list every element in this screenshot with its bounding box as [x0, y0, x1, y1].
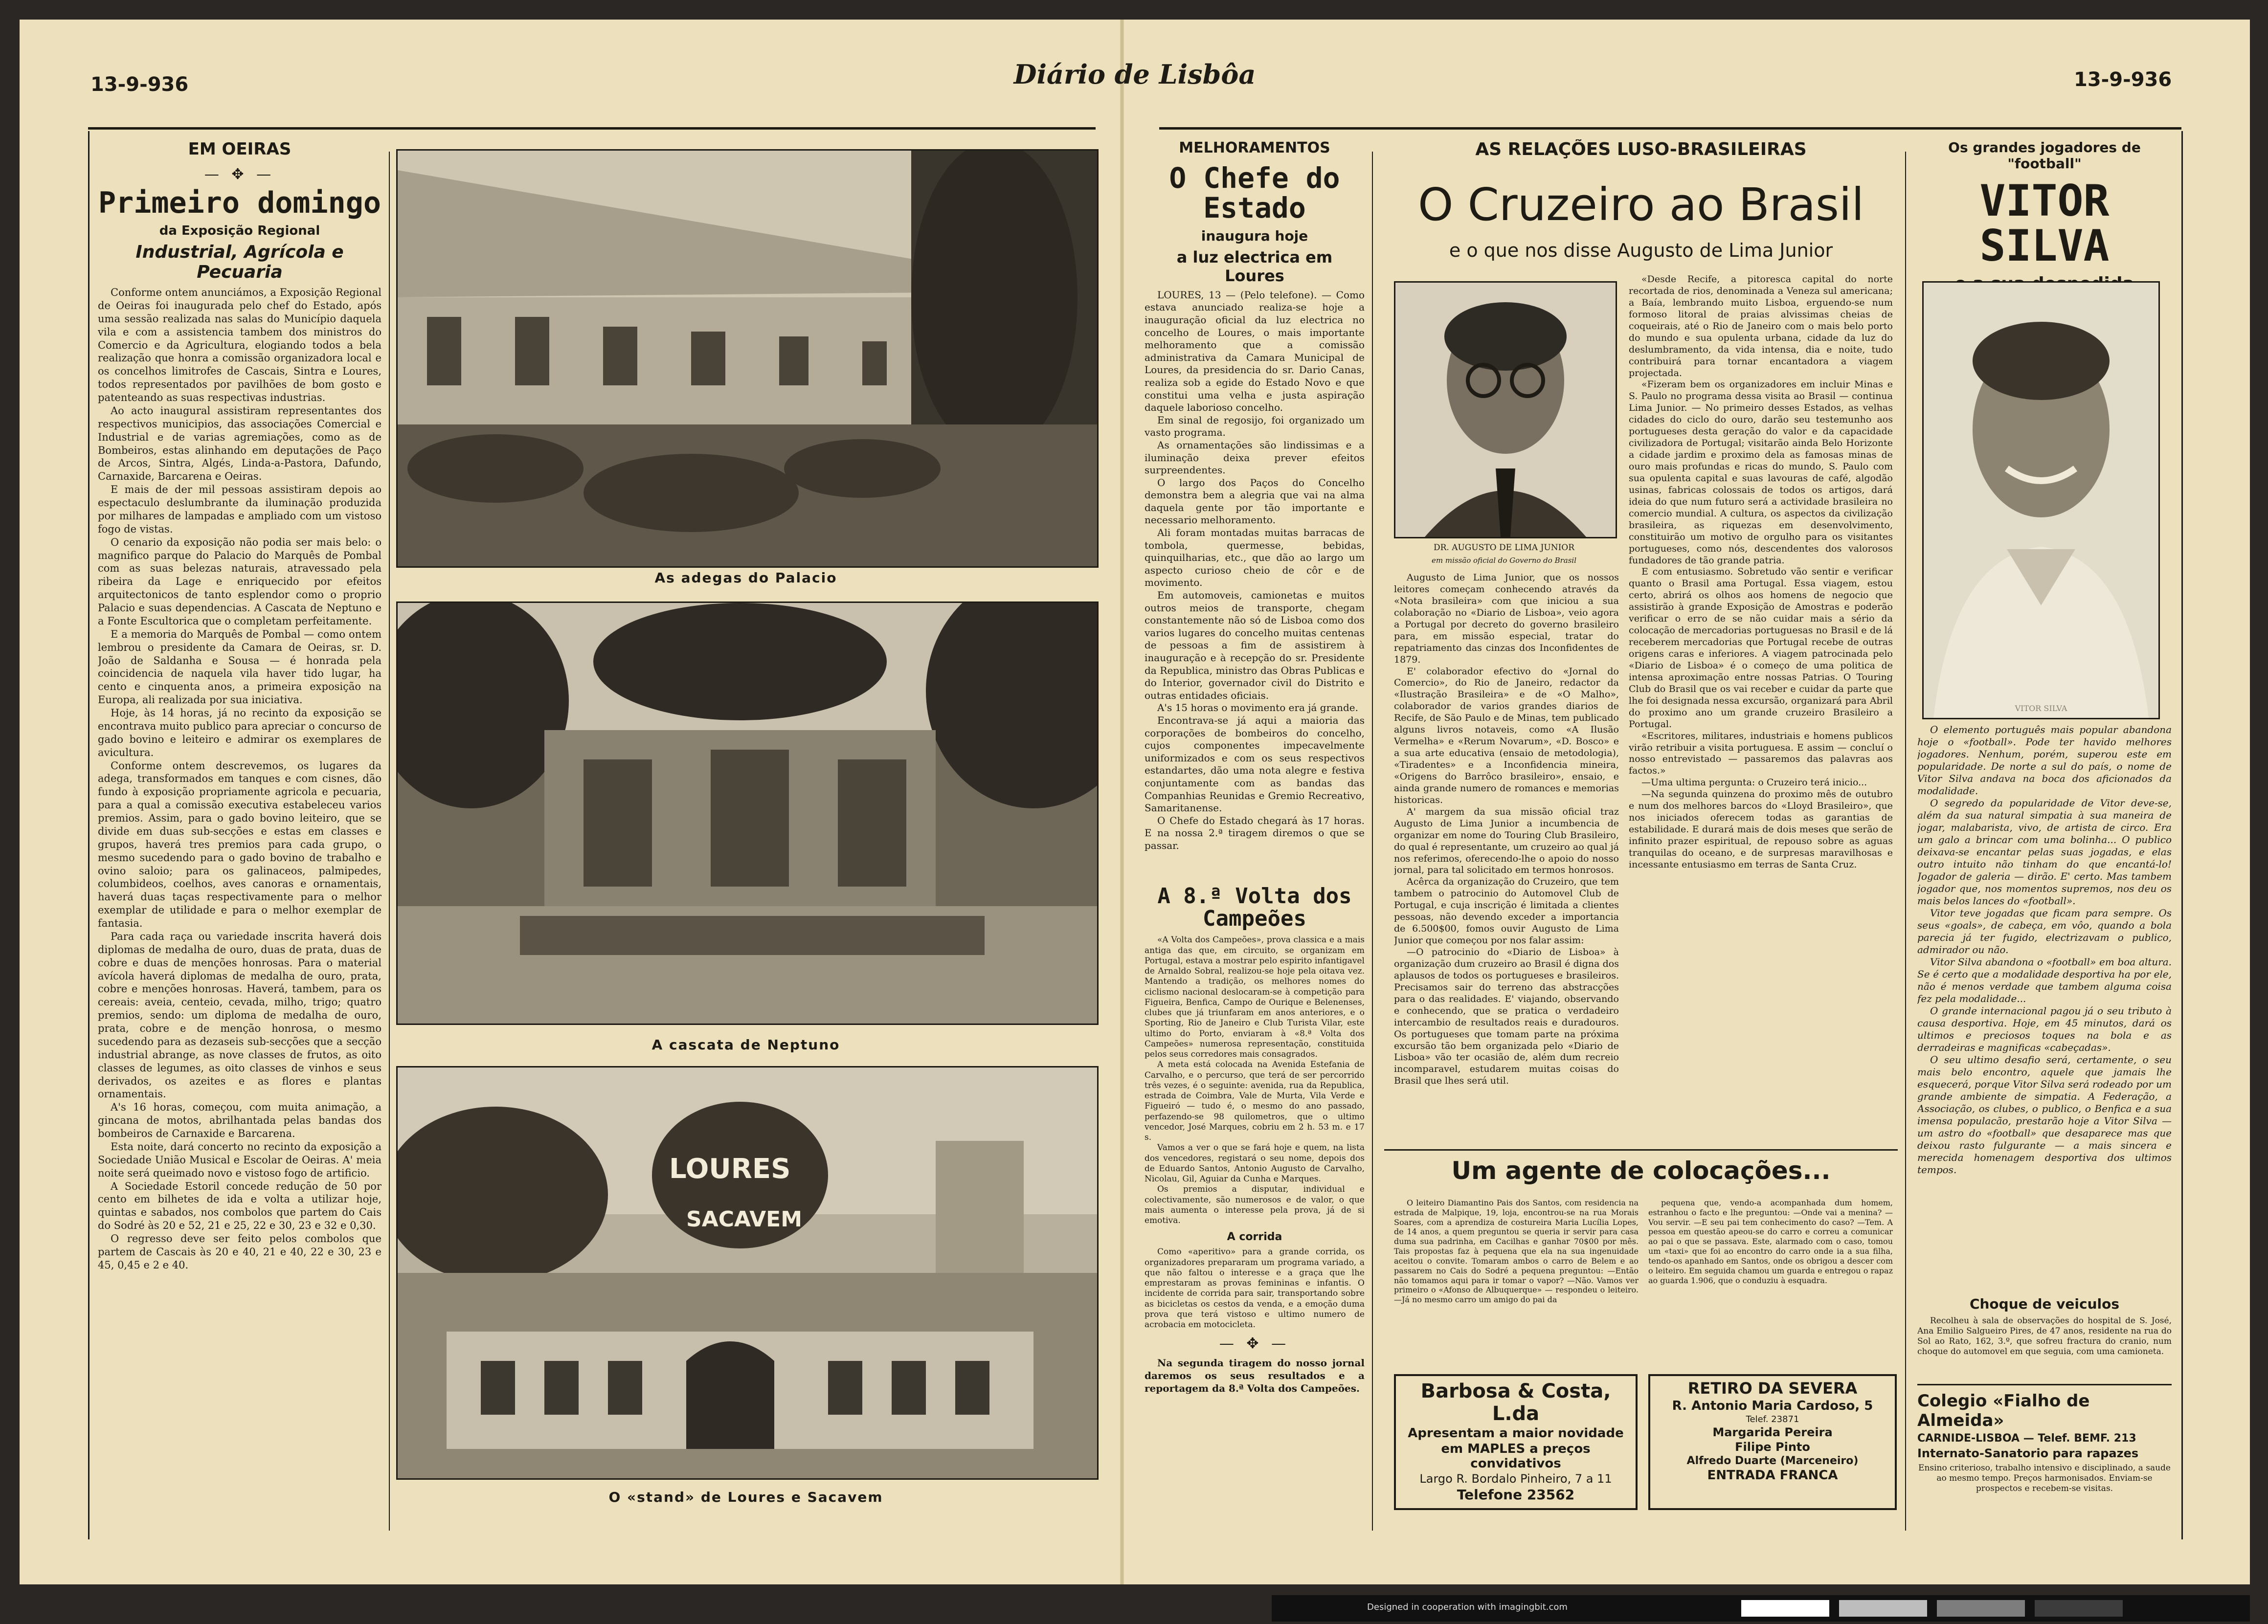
- paragraph: O Chefe do Estado chegará às 17 horas. E na nossa 2.ª tiragem diremos o que se passar.: [1145, 814, 1365, 851]
- retiro-p3: Alfredo Duarte (Marceneiro): [1686, 1455, 1859, 1467]
- paragraph: O leiteiro Diamantino Pais dos Santos, com residencia na estrada de Malpique, 19, loja, encontrou-se na rua Morais Soares, com a aprendiza de costureira Maria Lucília Lopes, de 14 anos, a quem preguntou se queria ir servir para casa duma sua padrinha, em Cacilhas e ganhar 70$00 por mês. Tais propostas faz à pequena que ela na sua ingenuidade aceitou o convite. Tomaram ambos o carro de Belem e ao passarem no Cais do Sodré a pequena preguntou: —Então não tomamos aqui para ir tomar o vapor? —Não. Vamos ver primeiro o «Afonso de Albuquerque» — respondeu o leiteiro. —Já no mesmo carro um amigo do pai da: [1394, 1198, 1639, 1305]
- volta-body: [1145, 935, 1365, 1226]
- paragraph: Conforme ontem descrevemos, os lugares da adega, transformados em tanques e com cisnes, dão fundo à exposição propriamente agricola e pecuaria, para a qual a comissão executiva estabeleceu varios premios. Assim, para o gado bovino leiteiro, que se divide em duas sub-secções e estas em classes e grupos, haverá tres premios para cada grupo, o mesmo sucedendo para o gado bovino de trabalho e ovino saloio; para os galinaceos, palmipedes, columbideos, coelhos, aves canoras e ornamentais, haverá duas taças respectivamente para o melhor exemplar de utilidade e para o melhor exemplar de fantasia.: [98, 759, 382, 929]
- paragraph: «Desde Recife, a pitoresca capital do norte recortada de rios, denominada a Veneza sul americana; a Baía, lembrando muito Lisboa, erguendo-se num formoso litoral de praias alvissimas cheias de coqueirais, até o Rio de Janeiro com o mais belo porto do mundo e sua opulenta urbana, cidade da luz do deslumbramento, da vida intensa, dia e noite, tudo contribuirá para tornar encantadora a viagem projectada.: [1629, 274, 1893, 378]
- right-border: [2181, 131, 2183, 1539]
- paragraph: O elemento português mais popular abandona hoje o «football». Pode ter havido melhores jogadores. Nenhum, porém, superou este em popularidade. De norte a sul do país, o nome de Vitor Silva andava na boca dos aficionados da modalidade.: [1917, 724, 2172, 797]
- paragraph: «A Volta dos Campeões», prova classica e a mais antiga das que, em circuito, se organizam em Portugal, estava a mostrar pelo espirito infantigavel de Arnaldo Sobral, realizou-se hoje pela oitava vez. Mantendo a tradição, os melhores nomes do ciclismo nacional deslocaram-se à competição para Figueira, Benfica, Campo de Ourique e Belenenses, clubes que já triunfaram em anos anteriores, e o Sporting, Rio de Janeiro e Club Turista Vilar, este ultimo do Porto, enviaram à «8.ª Volta dos Campeões» numerosa representação, constituida pelos seus corredores mais consagrados.: [1145, 935, 1365, 1060]
- col-rule-3: [1905, 152, 1906, 1531]
- cruzeiro-col2: [1629, 274, 1893, 1144]
- vitor-kicker: Os grandes jogadores de "football": [1948, 139, 2141, 172]
- ad-colegio: [1917, 1391, 2172, 1528]
- date-right: 13-9-936: [2074, 68, 2172, 91]
- paragraph: O regresso deve ser feito pelos combolos que partem de Cascais às 20 e 40, 21 e 40, 22 e 30, 23 e 45, 0,45 e 2 e 40.: [98, 1233, 382, 1271]
- barbosa-tel: Telefone 23562: [1457, 1487, 1575, 1503]
- lima-junior-portrait: [1395, 283, 1616, 537]
- cruzeiro-kicker: AS RELAÇÕES LUSO-BRASILEIRAS: [1475, 139, 1807, 159]
- choque-body: [1917, 1316, 2172, 1357]
- cruzeiro-headline: O Cruzeiro ao Brasil: [1417, 178, 1864, 231]
- palace-picture: [398, 151, 1097, 566]
- corrida-title: A corrida: [1227, 1231, 1282, 1244]
- stand-sign-2: SACAVEM: [686, 1207, 802, 1232]
- paragraph: Hoje, às 14 horas, já no recinto da exposição se encontrava muito publico para apreciar o concurso de gado bovino e leiteiro e admirar os exemplares de avicultura.: [98, 707, 382, 758]
- retiro-entry: ENTRADA FRANCA: [1707, 1468, 1838, 1483]
- paragraph: O seu ultimo desafio será, certamente, o seu mais belo encontro, aquele que jamais lhe esquecerá, porque Vitor Silva será rodeado por um grande ambiente de simpatia. A Federação, a Associação, os clubes, o publico, o Benfica e a sua imensa populacão, prestarão hoje a Vitor Silva — um astro do «football» que desaparece mas que deixou rasto fulgurante — a mais sincera e merecida homenagem desportiva dos ultimos tempos.: [1917, 1054, 2172, 1176]
- stand-picture: [398, 1068, 1097, 1478]
- ad-barbosa: [1394, 1374, 1638, 1510]
- paragraph: A Sociedade Estoril concede redução de 50 por cento em bilhetes de ida e volta a utilizar hoje, quintas e sabados, nos combolos que partem do Cais do Sodré às 20 e 52, 21 e 25, 22 e 30, 23 e 32 e 0,30.: [98, 1180, 382, 1232]
- retiro-tel: Telef. 23871: [1746, 1414, 1799, 1424]
- paragraph: Ao acto inaugural assistiram representantes dos respectivos municipios, das associações Comercial e Industrial e de varias agremiações, como as de Bombeiros, estas alinhando em deputações de Paço de Arcos, Sintra, Algés, Linda-a-Pastora, Dafundo, Carnaxide, Barcarena e Oeiras.: [98, 404, 382, 483]
- vitor-portrait: [1924, 283, 2158, 718]
- paragraph: Acêrca da organização do Cruzeiro, que tem tambem o patrocinio do Automovel Club de Portugal, e cuja inscrição é limitada a clientes pessoas, não devendo exceder a importancia de 6.500$00, fomos ouvir Augusto de Lima Junior que começou por nos falar assim:: [1394, 876, 1619, 946]
- paragraph: Em sinal de regosijo, foi organizado um vasto programa.: [1145, 414, 1365, 439]
- paragraph: Encontrava-se já aqui a maioria das corporações de bombeiros do concelho, cujos componentes impecavelmente uniformizados e com os seus respectivos estandartes, dão uma nota alegre e festiva conjuntamente com as bandas das Companhias Reunidas e Gremio Recreativo, Samaritanense.: [1145, 714, 1365, 814]
- paragraph: Como «aperitivo» para a grande corrida, os organizadores prepararam um programa variado, a que não faltou o interesse e a graça que lhe emprestaram as provas femininas e infantis. O incidente de corrida para sair, transportando sobre as bicicletas os cestos da venda, e a emoção duma prova que terá vistoso e ultimo numero de acrobacia em motocicleta.: [1145, 1247, 1365, 1330]
- colegio-line2: Internato-Sanatorio para rapazes: [1917, 1446, 2139, 1460]
- corrida-body: [1145, 1247, 1365, 1330]
- lima-caption-sub: em missão oficial do Governo do Brasil: [1432, 556, 1576, 565]
- paragraph: Vamos a ver o que se fará hoje e quem, na lista dos vencedores, registará o seu nome, depois dos de Eduardo Santos, Antonio Augusto de Carvalho, Nicolau, Gil, Aguiar da Cunha e Marques.: [1145, 1143, 1365, 1184]
- oeiras-sub2: Industrial, Agrícola e Pecuaria: [135, 242, 344, 282]
- colegio-line1: CARNIDE-LISBOA — Telef. BEMF. 213: [1917, 1432, 2136, 1445]
- ornament: — ✥ —: [204, 166, 275, 183]
- lima-caption: DR. AUGUSTO DE LIMA JUNIOR: [1433, 543, 1575, 553]
- agente-rule: [1384, 1149, 1898, 1151]
- paragraph: A' margem da sua missão oficial traz Augusto de Lima Junior a incumbencia de organizar em nome do Touring Club Brasileiro, do qual é representante, um cruzeiro ao qual já nos referimos, oferecendo-lhe o apoio do nosso jornal, para tal solicitado em termos honrosos.: [1394, 806, 1619, 876]
- paragraph: O segredo da popularidade de Vitor deve-se, além da sua natural simpatia à sua maneira de jogar, malabarista, vivo, de artista de circo. Era um galo a brincar com uma bolinha... O publico deixava-se encantar pelas suas jogadas, e elas outro intuito não tinham do que encantá-lo! Jogador de galeria — dirão. E' certo. Mas tambem jogador que, nos momentos supremos, nos deu os mais belos lances do «football».: [1917, 797, 2172, 907]
- paragraph: As ornamentações são lindissimas e a iluminação deixa prever efeitos surpreendentes.: [1145, 439, 1365, 476]
- oeiras-article: [98, 139, 382, 1523]
- paragraph: Na segunda tiragem do nosso jornal daremos os seus resultados e a reportagem da 8.ª Volta dos Campeões.: [1145, 1357, 1365, 1394]
- ad-retiro: [1648, 1374, 1897, 1510]
- cruzeiro-sub: e o que nos disse Augusto de Lima Junior: [1449, 240, 1833, 261]
- color-patch: [1839, 1600, 1927, 1617]
- ornament: — ✥ —: [1219, 1335, 1290, 1353]
- cascade-picture: [398, 603, 1097, 1023]
- paragraph: A meta está colocada na Avenida Estefania de Carvalho, e o percurso, que terá de ser percorrido três vezes, é o seguinte: avenida, rua da Republica, estrada de Coimbra, Vale de Murta, Vila Verde e Figueiró — tudo é, o mesmo do ano passado, perfazendo-se 98 quilometros, que o ultimo vencedor, José Marques, cobriu em 2 h. 53 m. e 17 s.: [1145, 1060, 1365, 1143]
- stand-sign-1: LOURES: [669, 1153, 791, 1185]
- paragraph: Para cada raça ou variedade inscrita haverá dois diplomas de medalha de ouro, duas de prata, duas de cobre e duas de menções honrosas. Para o material avícola haverá diplomas de medalha de ouro, prata, cobre e menções honrosas. Haverá, tambem, para os cereais: aveia, centeio, cevada, milho, trigo; quatro premios, sendo: um diploma de medalha de ouro, prata, cobre e de menção honrosa, o mesmo sucedendo para as dezaseis sub-secções que a secção industrial abrange, as nove classes de frutos, as oito classes de legumes, as oito classes de vinhos e seus derivados, os azeites e as flores e plantas ornamentais.: [98, 930, 382, 1100]
- choque-article: [1917, 1296, 2172, 1379]
- paragraph: Ali foram montadas muitas barracas de tombola, quermesse, bebidas, quinquilharias, etc., que dão ao largo um aspecto curioso cheio de côr e de movimento.: [1145, 527, 1365, 589]
- paragraph: Esta noite, dará concerto no recinto da exposição a Sociedade União Musical e Escolar de Oeiras. A' meia noite será queimado novo e vistoso fogo de artificio.: [98, 1140, 382, 1179]
- paragraph: Vitor Silva abandona o «football» em boa altura. Se é certo que a modalidade desportiva ha por ele, não é menos verdade que tambem alguma coisa fez pela modalidade...: [1917, 956, 2172, 1004]
- barbosa-line2: em MAPLES a preços convidativos: [1441, 1442, 1591, 1471]
- paragraph: A's 15 horas o movimento era já grande.: [1157, 702, 1358, 714]
- paragraph: A's 16 horas, começou, com muita animação, a gincana de motos, abrilhantada pelas bandas dos bombeiros de Carnaxide e Barcarena.: [98, 1101, 382, 1139]
- retiro-addr: R. Antonio Maria Cardoso, 5: [1672, 1399, 1873, 1413]
- photo-stand: [396, 1066, 1099, 1480]
- retiro-name: RETIRO DA SEVERA: [1687, 1379, 1858, 1398]
- paragraph: O grande internacional pagou já o seu tributo à causa desportiva. Hoje, em 45 minutos, dará os ultimos e preciosos toques na bola e as derradeiras e magnificas «cabeçadas».: [1917, 1005, 2172, 1053]
- chefe-sub2: a luz electrica em Loures: [1176, 247, 1333, 285]
- volta-headline: A 8.ª Volta dos Campeões: [1157, 885, 1352, 932]
- volta-article: [1145, 885, 1365, 1531]
- color-patch: [1937, 1600, 2025, 1617]
- barbosa-name: Barbosa & Costa, L.da: [1420, 1380, 1611, 1425]
- chefe-article: [1145, 139, 1365, 883]
- color-patch: [2035, 1600, 2123, 1617]
- col-rule-1: [389, 152, 390, 1531]
- scanner-credit: Designed in cooperation with imagingbit.com: [1367, 1602, 1568, 1612]
- caption-adegas: As adegas do Palacio: [654, 570, 837, 586]
- choque-title: Choque de veiculos: [1969, 1296, 2120, 1312]
- paragraph: Augusto de Lima Junior, que os nossos leitores começam conhecendo através da «Nota brasileira» com que iniciou a sua colaboração no «Diario de Lisboa», veio agora a Portugal por decreto do governo brasileiro para, em missão especial, tratar do repatriamento das cinzas dos Inconfidentes de 1879.: [1394, 572, 1619, 665]
- colegio-line3: Ensino criterioso, trabalho intensivo e disciplinado, a saude ao mesmo tempo. Preços harmonisados. Enviam-se prospectos e recebem-se visitas.: [1918, 1463, 2171, 1494]
- top-rule-right: [1159, 127, 2181, 130]
- paragraph: E a memoria do Marquês de Pombal — como ontem lembrou o presidente da Camara de Oeiras, sr. D. João de Saldanha e Sousa — é honrada pela coincidencia de naquela vila haver tido lugar, ha cento e cinquenta anos, a primeira exposição na Europa, ali realizada por sua iniciativa.: [98, 628, 382, 706]
- chefe-kicker: MELHORAMENTOS: [1179, 139, 1330, 156]
- paragraph: —Uma ultima pergunta: o Cruzeiro terá inicio...: [1641, 777, 1867, 788]
- paragraph: Vitor teve jogadas que ficam para sempre. Os seus «goals», de cabeça, em vôo, quando a bola parecia já ter fugido, electrizavam o publico, admirador ou não.: [1917, 907, 2172, 956]
- center-fold: [1120, 20, 1124, 1584]
- volta-closing: [1145, 1357, 1365, 1395]
- retiro-p2: Filipe Pinto: [1735, 1440, 1810, 1454]
- chefe-body: [1145, 289, 1365, 852]
- agente-body-1: [1394, 1198, 1639, 1305]
- agente-headline: Um agente de colocações...: [1451, 1157, 1831, 1185]
- paragraph: Recolheu à sala de observações do hospital de S. José, Ana Emilio Salgueiro Pires, de 47 anos, residente na rua do Sol ao Rato, 162, 3.º, que sofreu fractura do cranio, num choque do automovel em que seguia, com uma camioneta.: [1917, 1316, 2172, 1357]
- chefe-sub1: inaugura hoje: [1201, 227, 1308, 244]
- paragraph: Os premios a disputar, individual e colectivamente, são numerosos e de valor, o que mais aumenta o interesse pela prova, já de si emotiva.: [1145, 1184, 1365, 1226]
- agente-body-2: [1648, 1198, 1893, 1285]
- barbosa-line1: Apresentam a maior novidade: [1408, 1426, 1624, 1441]
- paragraph: O largo dos Paços do Concelho demonstra bem a alegria que vai na alma daquela gente por tão importante e necessario melhoramento.: [1145, 476, 1365, 526]
- paragraph: E com entusiasmo. Sobretudo vão sentir e verificar quanto o Brasil ama Portugal. Essa viagem, estou certo, abrirá os olhos aos homens de negocio que assistirão à grande Exposição de Amostras e poderão verificar o erro de se não cuidar mais a sério da colocação de mercadorias portuguesas no Brasil e de lá receberem mercadorias que Portugal recebe de outras origens caras e inferiores. A viagem patrocinada pelo «Diario de Lisboa» é o começo de uma politica de intensa aproximação entre nossas Patrias. O Touring Club do Brasil que os vai receber e cuidar da parte que lhe foi designada nessa excursão, organizará para Abril do proximo ano um grande cruzeiro Brasileiro a Portugal.: [1629, 566, 1893, 730]
- colegio-rule: [1917, 1384, 2172, 1385]
- cruzeiro-col1: [1394, 572, 1619, 1144]
- vitor-photo-caption: VITOR SILVA: [2015, 704, 2067, 713]
- color-patch: [1741, 1600, 1829, 1617]
- paragraph: «Escritores, militares, industriais e homens publicos virão retribuir a visita portuguesa. E assim — concluí o nosso entrevistado — passaremos das palavras aos factos.»: [1629, 730, 1893, 777]
- paragraph: Conforme ontem anunciámos, a Exposição Regional de Oeiras foi inaugurada pelo chef do Estado, após uma sessão realizada nas salas do Município daquela vila e com a assistencia tambem dos ministros do Comercio e da Agricultura, elogiando todos a bela realização que honra a comissão organizadora local e os concelhos limitrofes de Cascais, Sintra e Loures, todos representados por pavilhões de bom gosto e patenteando as suas respectivas industrias.: [98, 287, 382, 403]
- scanner-strip: [1272, 1595, 2250, 1622]
- oeiras-body: [98, 286, 382, 1272]
- vitor-body: [1917, 724, 2172, 1176]
- paragraph: E mais de der mil pessoas assistiram depois ao espectaculo deslumbrante da iluminação produzida por milhares de lampadas e ampliado com um vistoso fogo de vistas.: [98, 484, 382, 535]
- paragraph: pequena que, vendo-a acompanhada dum homem, estranhou o facto e lhe preguntou: —Onde vai a menina? —Vou servir. —E seu pai tem conhecimento do caso? —Tem. A pessoa em questão apeou-se do carro e correu a comunicar ao pai o que se passava. Este, alarmado com o caso, tomou um «taxi» que foi ao encontro do carro onde ia a sua filha, tendo-os apanhado em Santos, onde os obrigou a descer com o leiteiro. Em seguida chamou um guarda e entregou o rapaz ao guarda 1.906, que o conduziu à esquadra.: [1648, 1198, 1893, 1285]
- date-left: 13-9-936: [90, 73, 189, 96]
- agente-col1: [1394, 1198, 1639, 1359]
- oeiras-headline: Primeiro domingo: [98, 186, 381, 220]
- vitor-headline: VITOR SILVA: [1979, 176, 2110, 271]
- agente-col2: [1648, 1198, 1893, 1359]
- caption-stand: O «stand» de Loures e Sacavem: [608, 1489, 883, 1505]
- photo-adegas: [396, 149, 1099, 568]
- newspaper-spread: [20, 20, 2250, 1584]
- cruzeiro-body-2: [1629, 274, 1893, 871]
- col-rule-2: [1372, 152, 1373, 1531]
- photo-vitor-silva: [1922, 281, 2160, 719]
- top-rule-left: [88, 127, 1096, 130]
- cruzeiro-body-1: [1394, 572, 1619, 1087]
- paragraph: E' colaborador efectivo do «Jornal do Comercio», do Rio de Janeiro, redactor da «Ilustração Brasileira» e de «O Malho», colaborador de varios grandes diarios de Recife, de São Paulo e de Minas, tem publicado alguns livros notaveis, como «A Ilusão Vermelha» e «Rerum Novarum», «D. Bosco» e a sua arte educativa (ensaio de metodologia), «Tiradentes» e a Inconfidencia mineira, «Origens do Barrôco brasileiro», ensaio, e ainda grande numero de romances e memorias historicas.: [1394, 666, 1619, 805]
- oeiras-kicker: EM OEIRAS: [188, 139, 292, 159]
- vitor-header: [1912, 139, 2177, 296]
- chefe-headline: O Chefe do Estado: [1169, 161, 1340, 224]
- paragraph: O cenario da exposição não podia ser mais belo: o magnifico parque do Palacio do Marquês de Pombal com as suas belezas naturais, atravessado pela ribeira da Lage e enriquecido por efeitos arquitectonicos de tanto esplendor como o proprio Palacio e suas dependencias. A Cascata de Neptuno e a Fonte Escultorica que o completam perfeitamente.: [98, 536, 382, 627]
- colegio-name: Colegio «Fialho de Almeida»: [1917, 1391, 2090, 1430]
- barbosa-addr: Largo R. Bordalo Pinheiro, 7 a 11: [1419, 1472, 1612, 1486]
- oeiras-sub1: da Exposição Regional: [159, 223, 320, 238]
- paragraph: —O patrocinio do «Diario de Lisboa» à organização dum cruzeiro ao Brasil é digna dos aplausos de todos os portugueses e brasileiros. Precisamos sair do terreno das abstracções para o das realidades. E' viajando, observando e conhecendo, que se pratica o verdadeiro intercambio de resultados reais e duradouros. Os portugueses que tomam parte na próxima excursão tão bem organizada pelo «Diario de Lisboa» vão ter ocasião de, além dum recreio incomparavel, estudarem muitas coisas do Brasil que lhes será util.: [1394, 947, 1619, 1087]
- caption-cascata: A cascata de Neptuno: [651, 1037, 840, 1053]
- retiro-p1: Margarida Pereira: [1712, 1425, 1833, 1439]
- left-border: [88, 131, 90, 1539]
- photo-cascata: [396, 601, 1099, 1025]
- photo-lima-junior: [1394, 281, 1617, 538]
- paragraph: «Fizeram bem os organizadores em incluir Minas e S. Paulo no programa dessa visita ao Brasil — continua Lima Junior. — No primeiro desses Estados, as velhas cidades do ciclo do ouro, darão seu testemunho aos portugueses desta geração do valor e da capacidade civilizadora de Portugal; visitarão ainda Belo Horizonte a cidade jardim e proximo dela as famosas minas de ouro mais profundas e ricas do mundo, S. Paulo com sua opulenta capital e suas lavouras de café, algodão usinas, fabricas colossais de todos os artigos, dará ideia do que num futuro será a actividade brasileira no comercio mundial. A cultura, os aspectos da civilização brasileira, as riquezas em desenvolvimento, constituirão um motivo de orgulho para os visitantes portugueses, como nós, descendentes dos valorosos fundadores de tão grande patria.: [1629, 379, 1893, 566]
- paragraph: Em automoveis, camionetas e muitos outros meios de transporte, chegam constantemente não só de Lisboa como dos varios lugares do concelho muitas centenas de pessoas a fim de assistirem à inauguração e à recepção do sr. Presidente da Republica, ministro das Obras Publicas e do Interior, governador civil do Distrito e outras entidades oficiais.: [1145, 589, 1365, 701]
- masthead: Diário de Lisbôa: [1013, 59, 1256, 90]
- vitor-article: [1917, 724, 2172, 1291]
- paragraph: —Na segunda quinzena do proximo mês de outubro e num dos melhores barcos do «Lloyd Brasileiro», que nos iniciados oferecem todas as garantias de estabilidade. E durará mais de dois meses que serão de infinito prazer espiritual, de repouso sobre as aguas tranquilas do oceano, e de surpresas maravilhosas e incessante entusiasmo em terras de Santa Cruz.: [1629, 789, 1893, 870]
- paragraph: LOURES, 13 — (Pelo telefone). — Como estava anunciado realiza-se hoje a inauguração oficial da luz electrica no concelho de Loures, o mais importante melhoramento que a comissão administrativa da Camara Municipal de Loures, da presidencia do sr. Dario Canas, realiza sob a egide do Estado Novo e que constitui uma velha e justa aspiração daquele laborioso concelho.: [1145, 289, 1365, 414]
